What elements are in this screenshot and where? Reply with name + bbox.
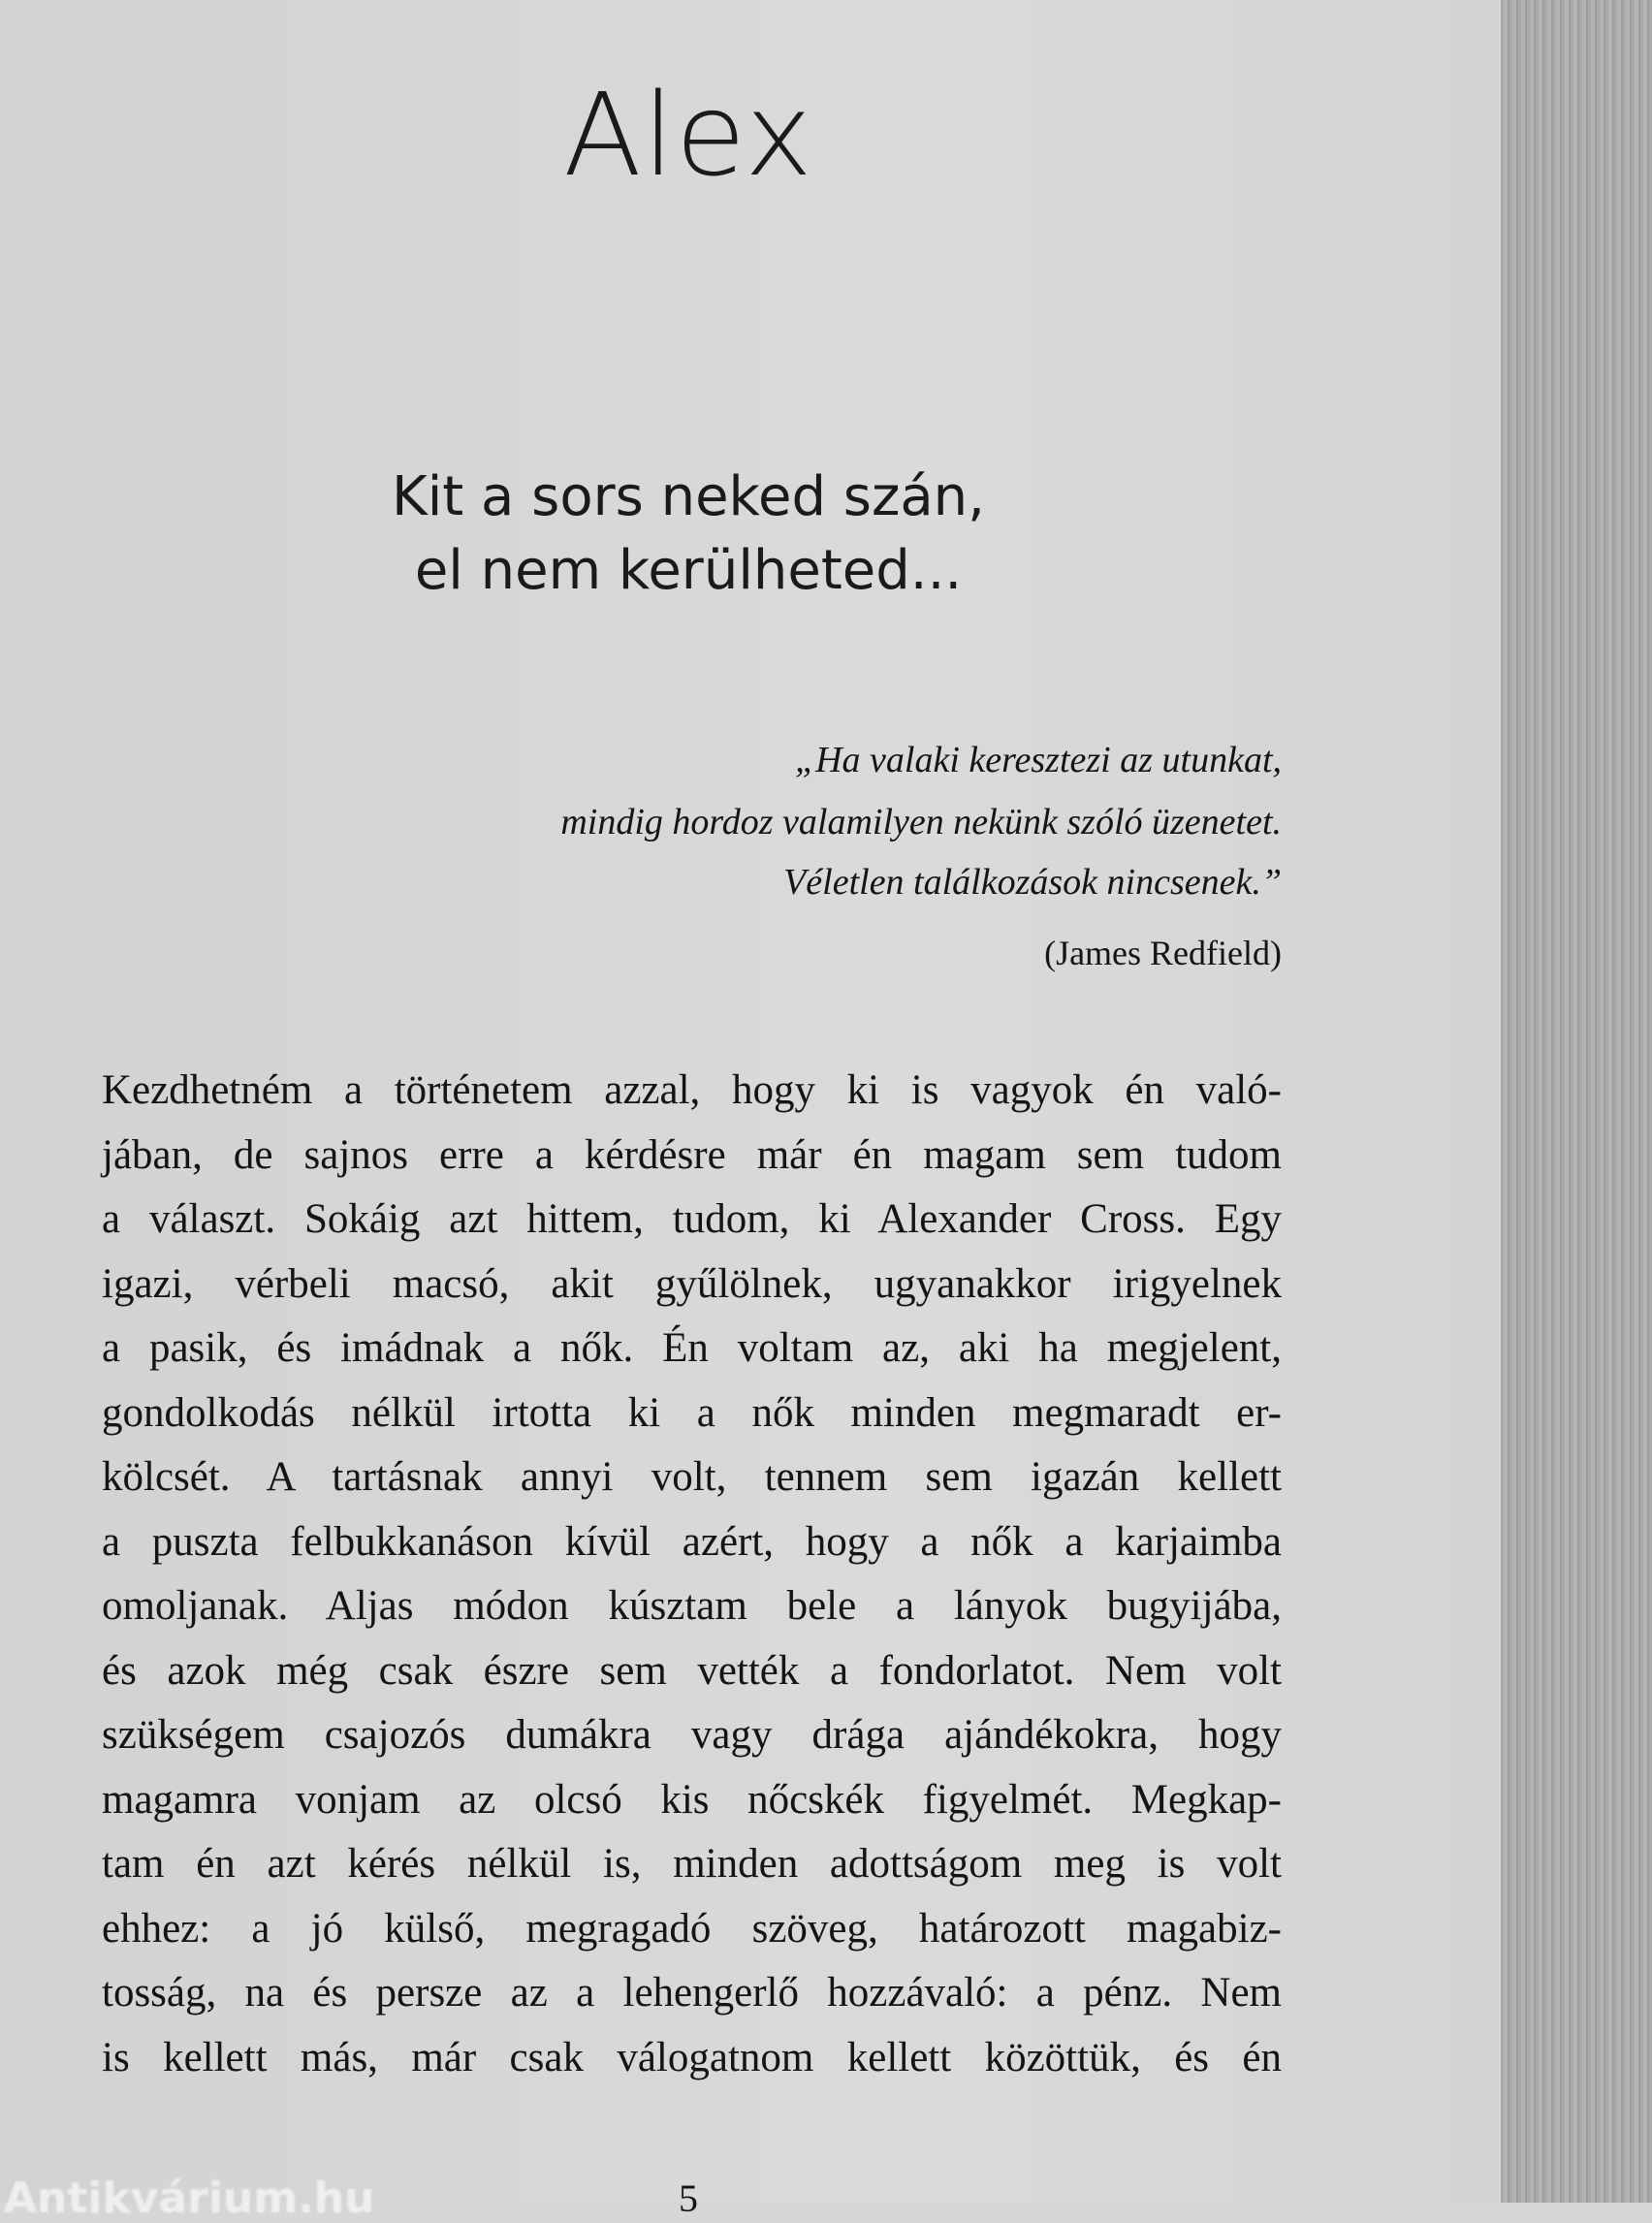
epigraph-line-2: mindig hordoz valamilyen nekünk szóló üzenetet. [560,802,1282,842]
epigraph-attribution: (James Redfield) [1044,934,1282,972]
body-line: szükségem csajozós dumákra vagy drága ajándékokra, hogy [102,1712,1282,1758]
body-line: igazi, vérbeli macsó, akit gyűlölnek, ugyanakkor irigyelnek [102,1260,1282,1307]
body-line: kölcsét. A tartásnak annyi volt, tennem sem igazán kellett [102,1454,1282,1500]
body-line: magamra vonjam az olcsó kis nőcskék figyelmét. Megkap- [102,1776,1282,1823]
subtitle-line-2: el nem kerülheted... [414,539,963,602]
body-line: jában, de sajnos erre a kérdésre már én magam sem tudom [102,1131,1282,1178]
page-edge-background [1501,0,1652,2203]
body-line: Kezdhetném a történetem azzal, hogy ki is vagyok én való- [102,1067,1282,1113]
body-line: és azok még csak észre sem vették a fondorlatot. Nem volt [102,1647,1282,1694]
page-number: 5 [679,2176,698,2220]
body-line: tosság, na és persze az a lehengerlő hozzávaló: a pénz. Nem [102,1970,1282,2016]
body-line: tam én azt kérés nélkül is, minden adottságom meg is volt [102,1841,1282,1887]
epigraph-line-1: „Ha valaki keresztezi az utunkat, [794,740,1282,780]
body-line: gondolkodás nélkül irtotta ki a nők minden megmaradt er- [102,1389,1282,1436]
body-line: is kellett más, már csak válogatnom kellett közöttük, és én [102,2034,1282,2080]
chapter-title: Alex [563,68,813,202]
body-line: ehhez: a jó külső, megragadó szöveg, határozott magabiz- [102,1905,1282,1952]
watermark: Antikvárium.hu [4,2174,375,2223]
body-line: omoljanak. Aljas módon kúsztam bele a lányok bugyijába, [102,1583,1282,1629]
epigraph-line-3: Véletlen találkozások nincsenek.” [783,862,1282,903]
body-line: a választ. Sokáig azt hittem, tudom, ki Alexander Cross. Egy [102,1196,1282,1242]
body-line: a puszta felbukkanáson kívül azért, hogy a nők a karjaimba [102,1518,1282,1565]
body-text [102,1059,1282,2090]
subtitle-line-1: Kit a sors neked szán, [392,465,985,528]
body-line: a pasik, és imádnak a nők. Én voltam az, aki ha megjelent, [102,1325,1282,1371]
